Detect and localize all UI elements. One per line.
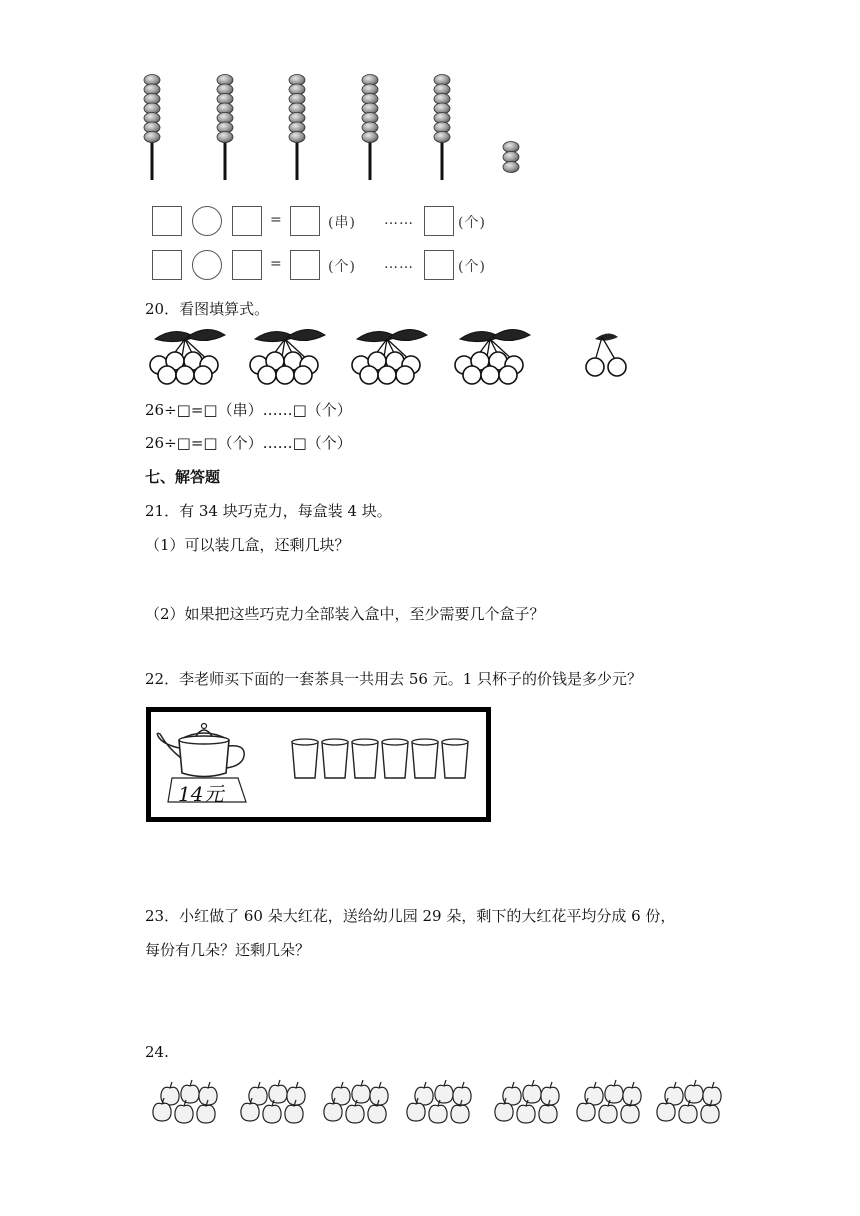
apple-group xyxy=(657,1080,721,1123)
bead-skewers-illustration xyxy=(130,70,550,185)
loose-beads xyxy=(503,142,519,173)
q21-sub-2: （2）如果把这些巧克力全部装入盒中，至少需要几个盒子？ xyxy=(145,605,545,623)
apple-group xyxy=(495,1080,559,1123)
q21-title: 21．有 34 块巧克力，每盒装 4 块。 xyxy=(145,502,392,520)
cup xyxy=(382,739,408,778)
answer-box[interactable] xyxy=(424,250,454,280)
equals-sign: = xyxy=(270,212,282,228)
operator-circle[interactable] xyxy=(192,250,222,280)
bead-skewer xyxy=(217,75,233,181)
answer-box[interactable] xyxy=(290,206,320,236)
cherry-bunch xyxy=(150,329,225,384)
bead-skewer xyxy=(289,75,305,181)
unit-label: (个) xyxy=(458,259,486,275)
q19-row-2 xyxy=(152,250,512,284)
cherry-bunch xyxy=(352,329,427,384)
cherry-bunch xyxy=(455,329,530,384)
unit-label: (串) xyxy=(328,215,356,231)
q21-sub-1: （1）可以装几盒，还剩几块？ xyxy=(145,536,350,554)
apple-group xyxy=(241,1080,305,1123)
q24-title: 24. xyxy=(145,1043,169,1061)
teapot-price: 14元 xyxy=(178,782,224,806)
q23-line-1: 23．小红做了 60 朵大红花，送给幼儿园 29 朵，剩下的大红花平均分成 6 份， xyxy=(145,907,676,925)
cherry-pair xyxy=(586,333,626,376)
q20-formula-2: 26÷□=□（个）……□（个） xyxy=(145,434,352,452)
q20-title: 20．看图填算式。 xyxy=(145,300,270,318)
q19-row-1 xyxy=(152,206,512,240)
answer-box[interactable] xyxy=(152,206,182,236)
cup xyxy=(412,739,438,778)
ellipsis: …… xyxy=(384,256,414,272)
equals-sign: = xyxy=(270,256,282,272)
answer-box[interactable] xyxy=(152,250,182,280)
cup xyxy=(442,739,468,778)
teapot-icon xyxy=(154,718,254,780)
apple-groups-illustration xyxy=(148,1074,738,1130)
unit-label: (个) xyxy=(328,259,356,275)
answer-box[interactable] xyxy=(232,250,262,280)
operator-circle[interactable] xyxy=(192,206,222,236)
bead-skewer xyxy=(434,75,450,181)
cup xyxy=(352,739,378,778)
cup xyxy=(292,739,318,778)
apple-group xyxy=(407,1080,471,1123)
section-heading: 七、解答题 xyxy=(145,468,221,486)
bead-skewer xyxy=(144,75,160,181)
apple-group xyxy=(324,1080,388,1123)
bead-skewer xyxy=(362,75,378,181)
cherry-bunches-illustration xyxy=(140,325,640,390)
apple-group xyxy=(153,1080,217,1123)
cup xyxy=(322,739,348,778)
q20-formula-1: 26÷□=□（串）……□（个） xyxy=(145,401,352,419)
apple-group xyxy=(577,1080,641,1123)
answer-box[interactable] xyxy=(290,250,320,280)
answer-box[interactable] xyxy=(232,206,262,236)
cherry-bunch xyxy=(250,329,325,384)
cups-icon xyxy=(288,738,478,782)
ellipsis: …… xyxy=(384,212,414,228)
unit-label: (个) xyxy=(458,215,486,231)
q23-line-2: 每份有几朵？还剩几朵？ xyxy=(145,941,311,959)
q22-title: 22．李老师买下面的一套茶具一共用去 56 元。1 只杯子的价钱是多少元？ xyxy=(145,670,643,688)
answer-box[interactable] xyxy=(424,206,454,236)
